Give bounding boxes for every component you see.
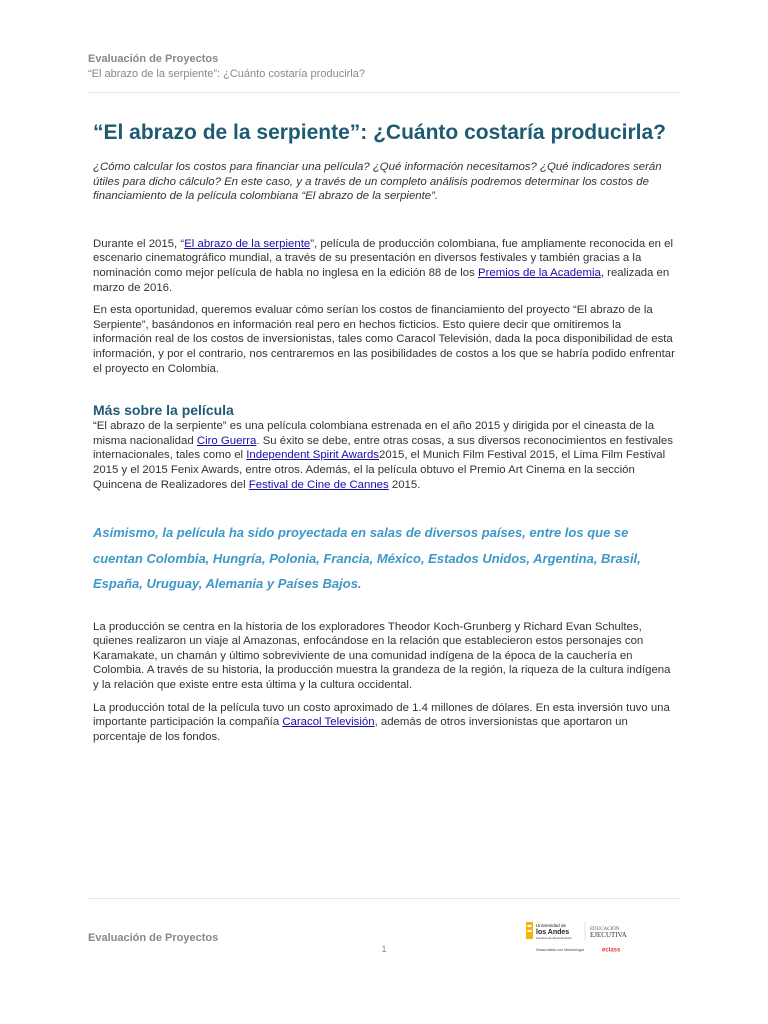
paragraph-1-text-b: ”, película de producción colombiana, fue ampliamente reconocida en el escenario cinematográfico mundial, a través de su presentación en diversos festivales y también gracias a la nominación como mejor película de habla no inglesa en la edición 88 de los bbox=[93, 237, 674, 279]
paragraph-5 bbox=[93, 701, 678, 745]
paragraph-3-text-d: 2015. bbox=[388, 478, 421, 491]
header-divider bbox=[88, 92, 680, 93]
educacion-ejecutiva-logo bbox=[590, 926, 627, 939]
article-title: “El abrazo de la serpiente”: ¿Cuánto costaría producirla? bbox=[93, 121, 666, 144]
link-el-abrazo[interactable]: El abrazo de la serpiente bbox=[184, 237, 311, 250]
header-subtitle: “El abrazo de la serpiente”: ¿Cuánto costaría producirla? bbox=[88, 68, 365, 80]
paragraph-3-text-c: 2015, el Munich Film Festival 2015, el Lima Film Festival 2015 y el 2015 Fenix Awards, entre otros. Además, el la película obtuvo el Premio Art Cinema en la sección Quincena de Realizadores del bbox=[93, 449, 666, 491]
developed-with-text: Desarrollado con Metodología bbox=[536, 948, 584, 952]
uniandes-line-2: los Andes bbox=[536, 929, 570, 936]
footer-divider bbox=[88, 898, 680, 899]
paragraph-5-text-b: , además de otros inversionistas que aportaron un porcentaje de los fondos. bbox=[93, 716, 628, 743]
uniandes-emblem-detail-1 bbox=[528, 925, 532, 927]
article-intro: ¿Cómo calcular los costos para financiar una película? ¿Qué información necesitamos? ¿Qué indicadores serán útiles para dicho cálculo? En este caso, y a través de un completo análisis podremos determinar los costos de financiamiento de la película colombiana “El abrazo de la serpiente”. bbox=[93, 161, 662, 203]
edu-line-2: EJECUTIVA bbox=[590, 931, 627, 939]
paragraph-1 bbox=[93, 237, 678, 295]
edu-line-1: EDUCACIÓN bbox=[590, 927, 620, 932]
eclass-logo: eclass bbox=[602, 947, 621, 954]
link-independent-spirit[interactable]: Independent Spirit Awards bbox=[246, 449, 380, 462]
link-ciro-guerra[interactable]: Ciro Guerra bbox=[196, 434, 257, 447]
section-heading: Más sobre la película bbox=[93, 402, 234, 419]
uniandes-line-1: Universidad de bbox=[536, 923, 567, 928]
running-header bbox=[88, 52, 708, 82]
article-body bbox=[93, 120, 678, 744]
link-caracol[interactable]: Caracol Televisión bbox=[282, 716, 375, 729]
paragraph-3-text-b: . Su éxito se debe, entre otras cosas, a sus diversos reconocimientos en festivales internacionales, tales como el bbox=[93, 434, 673, 462]
footer-title: Evaluación de Proyectos bbox=[88, 932, 219, 944]
paragraph-1-text-a: Durante el 2015, “ bbox=[93, 237, 185, 250]
header-title: Evaluación de Proyectos bbox=[88, 53, 219, 65]
paragraph-4: La producción se centra en la historia de los exploradores Theodor Koch-Grunberg y Richard Evan Schultes, quienes realizaron un viaje al Amazonas, enfocándose en la relación que establecieron estos personajes con Karamakate, un chamán y último sobreviviente de una comunidad indígena de la época de la cauchería en Colombia. A través de su historia, la producción muestra la grandeza de la región, la riqueza de la cultura indígena y la relación que existe entre esta última y la cultura occidental. bbox=[93, 620, 671, 691]
link-premios-academia[interactable]: Premios de la Academia bbox=[478, 266, 601, 279]
page-number: 1 bbox=[381, 944, 387, 954]
paragraph-3 bbox=[93, 419, 678, 492]
pull-quote: Asimismo, la película ha sido proyectada en salas de diversos países, entre los que se cuentan Colombia, Hungría, Polonia, Francia, México, Estados Unidos, Argentina, Brasil, España, Uruguay, Alemania y Países Bajos. bbox=[93, 525, 641, 592]
uniandes-emblem-detail-2 bbox=[528, 930, 532, 932]
paragraph-1-text-c: , realizada en marzo de 2016. bbox=[93, 266, 670, 294]
uniandes-line-3: Facultad de Administración bbox=[536, 936, 573, 940]
paragraph-2: En esta oportunidad, queremos evaluar cómo serían los costos de financiamiento del proyecto “El abrazo de la Serpiente”, basándonos en información real pero en hechos ficticios. Esto quiere decir que omitiremos la información real de los costos de inversionistas, tales como Caracol Televisión, dada la poca disponibilidad de esta información, y por el contrario, nos centraremos en las posibilidades de costos a los que se habría podido enfrentar el proyecto en Colombia. bbox=[93, 304, 675, 375]
paragraph-5-text-a: La producción total de la película tuvo un costo aproximado de 1.4 millones de dólares. En esta inversión tuvo una importante participación la compañía bbox=[93, 701, 670, 729]
link-festival-cannes[interactable]: Festival de Cine de Cannes bbox=[248, 478, 389, 491]
paragraph-3-text-a: “El abrazo de la serpiente” es una película colombiana estrenada en el año 2015 y dirigida por el cineasta de la misma nacionalidad bbox=[93, 420, 655, 447]
uniandes-logo bbox=[526, 922, 572, 940]
